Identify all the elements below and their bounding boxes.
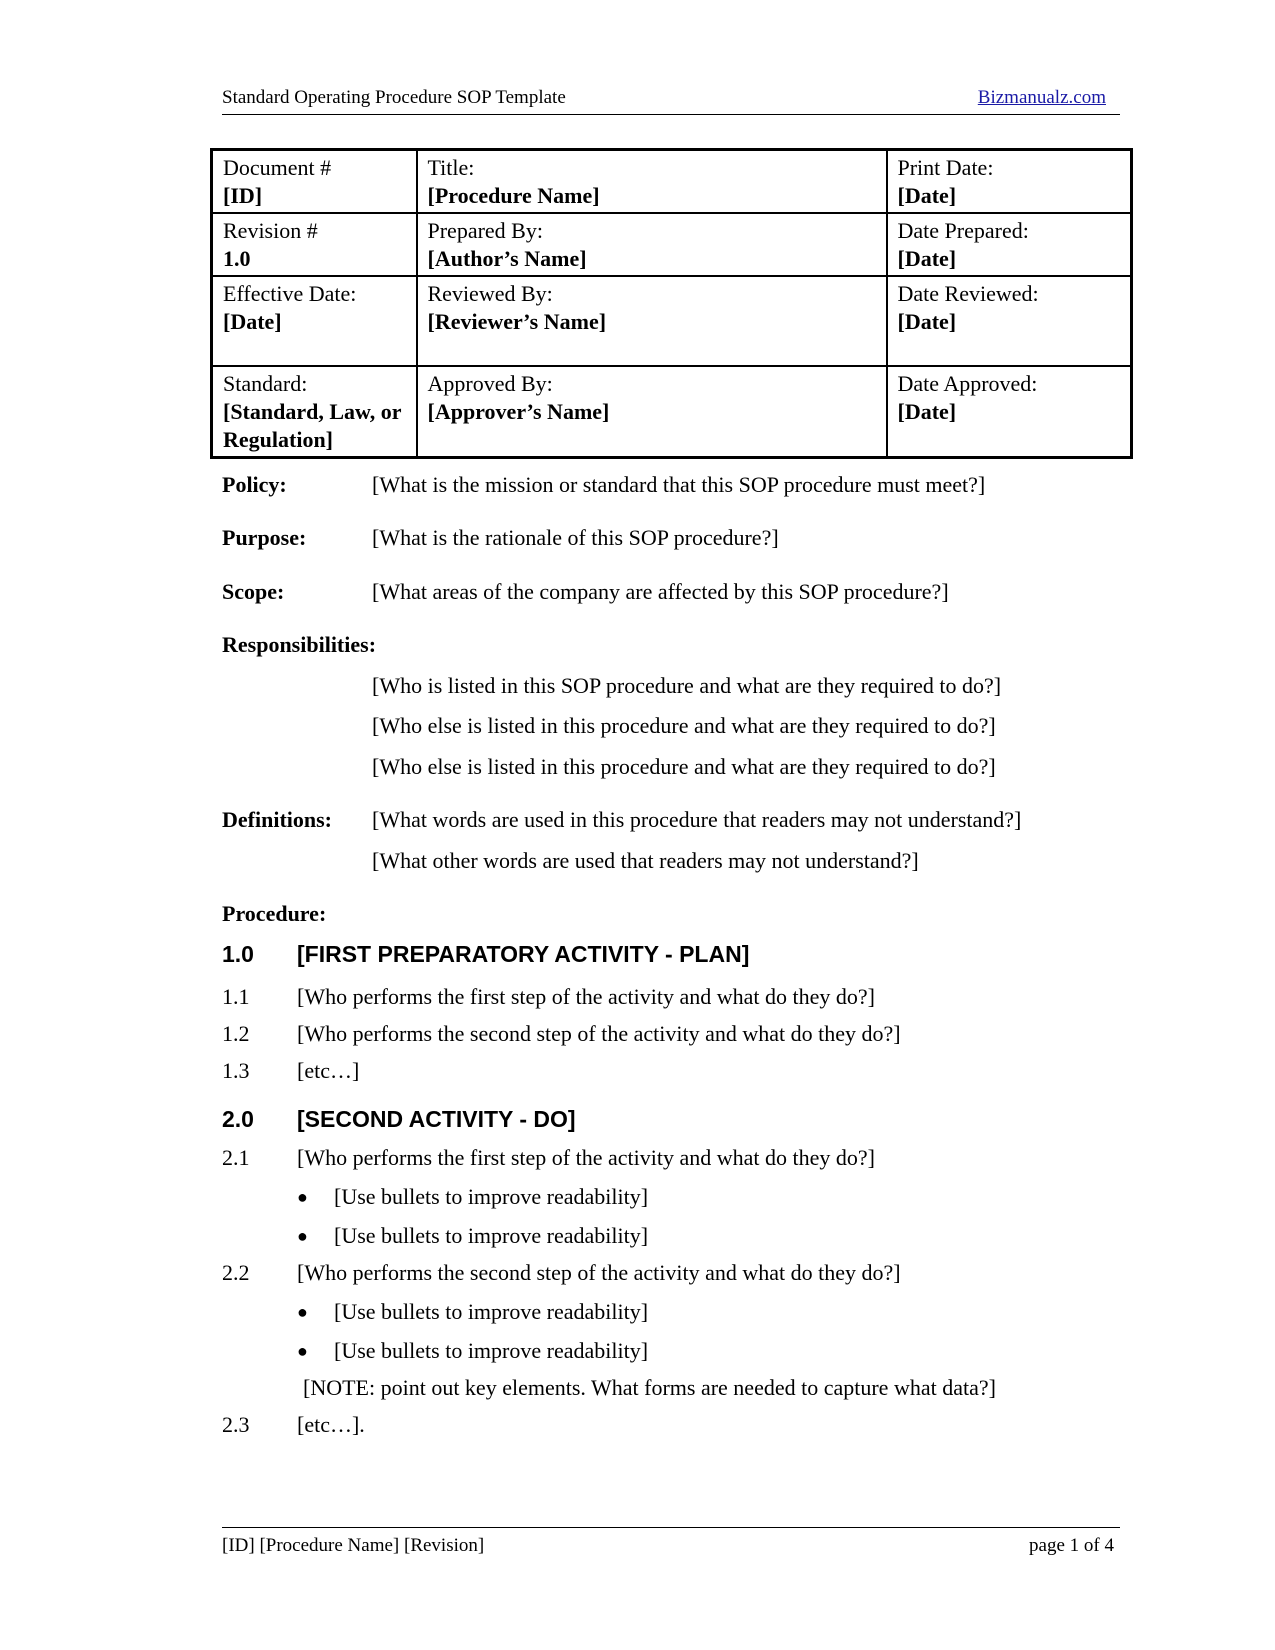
page-header — [222, 86, 1120, 115]
step-text: [etc…] — [297, 1058, 360, 1083]
bullet-icon: ● — [297, 1226, 308, 1246]
step-number: 2.1 — [222, 1145, 250, 1170]
activity-title: [SECOND ACTIVITY - DO] — [297, 1106, 576, 1132]
cell-value: [ID] — [223, 183, 263, 208]
step-number: 2.3 — [222, 1412, 250, 1437]
header-title: Standard Operating Procedure SOP Template — [222, 87, 566, 108]
cell-value: 1.0 — [223, 246, 251, 271]
policy-text: [What is the mission or standard that this SOP procedure must meet?] — [372, 472, 986, 497]
activity-number: 2.0 — [222, 1106, 254, 1132]
cell-label: Date Reviewed: — [897, 281, 1039, 306]
definition-item: [What words are used in this procedure that readers may not understand?] — [372, 807, 1022, 832]
table-cell-document-number — [212, 150, 417, 214]
cell-value: [Author’s Name] — [427, 246, 587, 271]
footer-document-info: [ID] [Procedure Name] [Revision] — [222, 1535, 485, 1556]
cell-value: [Reviewer’s Name] — [427, 309, 607, 334]
cell-value: [Approver’s Name] — [427, 399, 610, 424]
responsibility-item: [Who else is listed in this procedure and what are they required to do?] — [372, 754, 996, 779]
bullet-text: [Use bullets to improve readability] — [334, 1184, 649, 1209]
header-link[interactable]: Bizmanualz.com — [977, 87, 1106, 108]
cell-label: Date Approved: — [897, 371, 1038, 396]
table-row — [212, 150, 1132, 214]
bullet-text: [Use bullets to improve readability] — [334, 1338, 649, 1363]
document-info-table — [210, 148, 1133, 459]
step-number: 1.1 — [222, 984, 250, 1009]
scope-label: Scope: — [222, 579, 285, 604]
table-cell-approved-by — [417, 366, 887, 458]
table-row — [212, 276, 1132, 366]
step-text: [Who performs the first step of the activity and what do they do?] — [297, 1145, 875, 1170]
cell-label: Reviewed By: — [427, 281, 553, 306]
table-cell-standard — [212, 366, 417, 458]
cell-label: Standard: — [223, 371, 308, 396]
step-text: [etc…]. — [297, 1412, 365, 1437]
bullet-text: [Use bullets to improve readability] — [334, 1223, 649, 1248]
definition-item: [What other words are used that readers may not understand?] — [372, 848, 919, 873]
cell-value: [Date] — [897, 183, 957, 208]
step-number: 1.3 — [222, 1058, 250, 1083]
purpose-label: Purpose: — [222, 525, 307, 550]
bullet-icon: ● — [297, 1187, 308, 1207]
cell-value: [Date] — [897, 399, 957, 424]
page-footer — [222, 1527, 1120, 1558]
cell-value: [Date] — [897, 309, 957, 334]
cell-value: [Date] — [897, 246, 957, 271]
cell-label: Title: — [427, 155, 475, 180]
responsibilities-label: Responsibilities: — [222, 632, 377, 657]
bullet-icon: ● — [297, 1302, 308, 1322]
cell-label: Document # — [223, 155, 332, 180]
procedure-note: [NOTE: point out key elements. What forms are needed to capture what data?] — [303, 1375, 996, 1400]
responsibility-item: [Who else is listed in this procedure and what are they required to do?] — [372, 713, 996, 738]
cell-value: [Date] — [223, 309, 282, 334]
cell-value: [Procedure Name] — [427, 183, 600, 208]
bullet-icon: ● — [297, 1341, 308, 1361]
cell-label: Print Date: — [897, 155, 994, 180]
table-cell-effective-date — [212, 276, 417, 366]
responsibility-item: [Who is listed in this SOP procedure and what are they required to do?] — [372, 673, 1002, 698]
step-text: [Who performs the first step of the activity and what do they do?] — [297, 984, 875, 1009]
definitions-label: Definitions: — [222, 807, 332, 832]
table-row — [212, 366, 1132, 458]
activity-title: [FIRST PREPARATORY ACTIVITY - PLAN] — [297, 941, 750, 967]
table-cell-title — [417, 150, 887, 214]
page-number: page 1 of 4 — [1029, 1535, 1114, 1556]
procedure-label: Procedure: — [222, 901, 327, 926]
scope-text: [What areas of the company are affected by this SOP procedure?] — [372, 579, 949, 604]
table-cell-prepared-by — [417, 213, 887, 276]
purpose-text: [What is the rationale of this SOP procedure?] — [372, 525, 779, 550]
table-cell-print-date — [887, 150, 1132, 214]
cell-label: Revision # — [223, 218, 318, 243]
table-cell-reviewed-by — [417, 276, 887, 366]
step-number: 1.2 — [222, 1021, 250, 1046]
cell-label: Effective Date: — [223, 281, 357, 306]
table-row — [212, 213, 1132, 276]
table-cell-date-prepared — [887, 213, 1132, 276]
activity-number: 1.0 — [222, 941, 254, 967]
cell-value: [Standard, Law, or Regulation] — [223, 399, 402, 452]
step-text: [Who performs the second step of the activity and what do they do?] — [297, 1021, 901, 1046]
table-cell-date-approved — [887, 366, 1132, 458]
policy-label: Policy: — [222, 472, 287, 497]
cell-label: Date Prepared: — [897, 218, 1029, 243]
cell-label: Prepared By: — [427, 218, 543, 243]
table-cell-date-reviewed — [887, 276, 1132, 366]
step-text: [Who performs the second step of the activity and what do they do?] — [297, 1260, 901, 1285]
table-cell-revision — [212, 213, 417, 276]
cell-label: Approved By: — [427, 371, 553, 396]
step-number: 2.2 — [222, 1260, 250, 1285]
bullet-text: [Use bullets to improve readability] — [334, 1299, 649, 1324]
